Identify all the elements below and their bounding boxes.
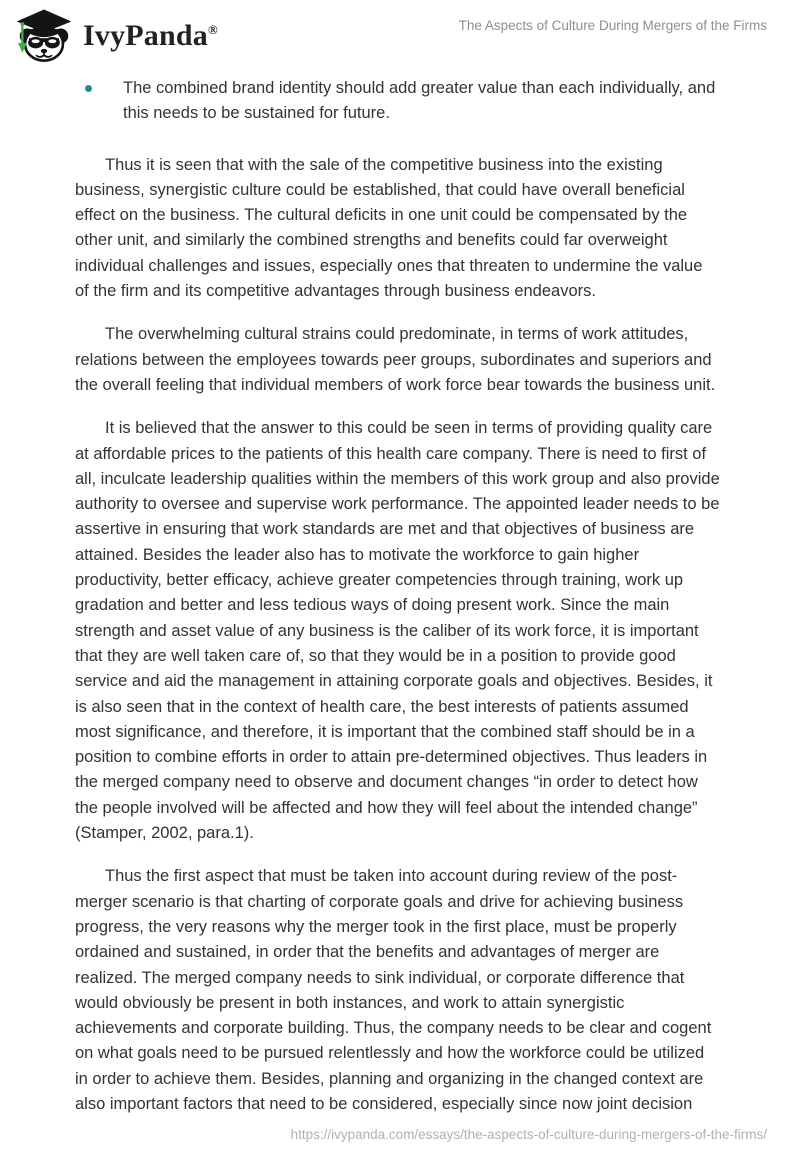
brand-logo	[14, 8, 218, 64]
brand-name: IvyPanda®	[83, 19, 218, 52]
registered-trademark: ®	[207, 22, 218, 37]
document-title: The Aspects of Culture During Mergers of the Firms	[458, 18, 767, 33]
paragraph: Thus the first aspect that must be taken into account during review of the post-merger scenario is that charting of corporate goals and drive for achieving business progress, the very reasons why the merger took in the first place, must be properly ordained and sustained, in order that the benefits and advantages of merger are realized. The merged company needs to sink individual, or corporate difference that would obviously be present in both instances, and work to attain synergistic achievements and corporate building. Thus, the company needs to be clear and cogent on what goals need to be pursued relentlessly and how the workforce could be utilized in order to achieve them. Besides, planning and organizing in the changed context are also important factors that need to be considered, especially since now joint decision	[75, 867, 712, 1113]
bullet-list	[75, 76, 720, 127]
essay-body	[0, 66, 800, 1117]
list-item: The combined brand identity should add greater value than each individually, and this needs to be sustained for future.	[75, 76, 720, 127]
paragraph: The overwhelming cultural strains could predominate, in terms of work attitudes, relations between the employees towards peer groups, subordinates and superiors and the overall feeling that individual members of work force bear towards the business unit.	[75, 325, 716, 394]
page-footer-url: https://ivypanda.com/essays/the-aspects-of-culture-during-mergers-of-the-firms/	[290, 1127, 767, 1142]
page-header	[0, 0, 800, 66]
paragraph: It is believed that the answer to this could be seen in terms of providing quality care at affordable prices to the patients of this health care company. There is need to first of all, inculcate leadership qualities within the members of this work group and also provide authority to oversee and supervise work performance. The appointed leader needs to be assertive in ensuring that work standards are met and that objectives of business are attained. Besides the leader also has to motivate the workforce to gain higher productivity, better efficacy, achieve greater competencies through training, work up gradation and better and less tedious ways of doing present work. Since the main strength and asset value of any business is the caliber of its work force, it is important that they are well taken care of, so that they would be in a position to provide good service and aid the management in attaining corporate goals and objectives. Besides, it is also seen that in the context of health care, the best interests of patients assumed most significance, and therefore, it is important that the combined staff should be in a position to combine efforts in order to attain pre-determined objectives. Thus leaders in the merged company need to observe and document changes “in order to detect how the people involved will be affected and how they will feel about the intended change” (Stamper, 2002, para.1).	[75, 419, 720, 843]
ivypanda-panda-logo-icon	[14, 8, 74, 64]
paragraph: Thus it is seen that with the sale of the competitive business into the existing business, synergistic culture could be established, that could have overall beneficial effect on the business. The cultural deficits in one unit could be compensated by the other unit, and similarly the combined strengths and benefits could far overweight individual challenges and issues, especially ones that threaten to undermine the value of the firm and its competitive advantages through business endeavors.	[75, 155, 703, 301]
